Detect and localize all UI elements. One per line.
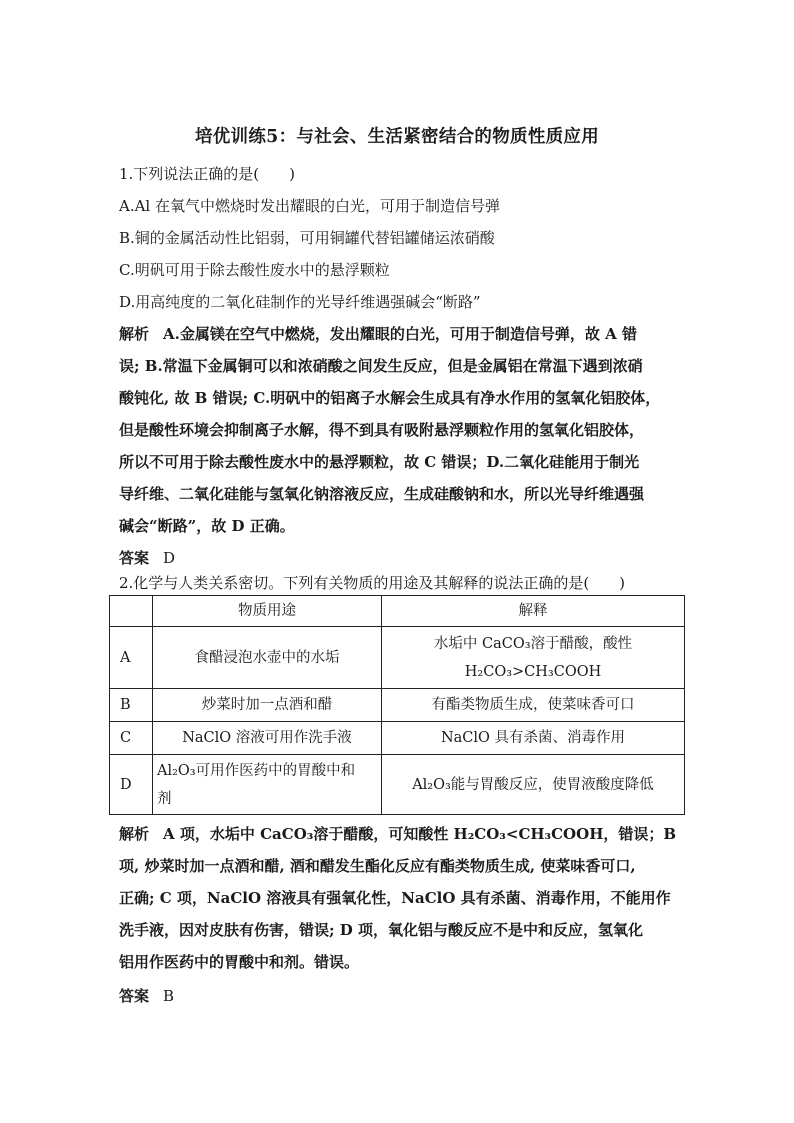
q2-answer <box>119 986 174 1006</box>
q2-analysis-line-3: 正确; C 项，NaClO 溶液具有强氧化性，NaClO 具有杀菌、消毒作用，不能用作 <box>119 889 671 907</box>
q2-answer-value: B <box>163 987 175 1005</box>
q1-analysis-line-2: 误; B.常温下金属铜可以和浓硝酸之间发生反应，但是金属铝在常温下遇到浓硝 <box>119 357 643 375</box>
table-cell-option: A <box>110 627 153 689</box>
q2-analysis-line-4: 洗手液，因对皮肤有伤害，错误; D 项，氧化铝与酸反应不是中和反应，氢氧化 <box>119 921 643 939</box>
table-cell-explanation: Al₂O₃能与胃酸反应，使胃液酸度降低 <box>382 755 685 815</box>
table-cell-option: D <box>110 755 153 815</box>
q1-stem: 1.下列说法正确的是( ) <box>119 165 296 183</box>
q1-answer-label: 答案 <box>119 549 150 567</box>
table-row <box>110 755 685 815</box>
table-cell-use: 炒菜时加一点酒和醋 <box>153 689 382 722</box>
table-cell-explanation: 有酯类物质生成，使菜味香可口 <box>382 689 685 722</box>
q1-analysis-line-5: 所以不可用于除去酸性废水中的悬浮颗粒，故 C 错误；D.二氧化硅能用于制光 <box>119 453 640 471</box>
q1-option-d: D.用高纯度的二氧化硅制作的光导纤维遇强碱会“断路” <box>119 293 481 311</box>
q1-analysis-line-7: 碱会“断路”，故 D 正确。 <box>119 517 295 535</box>
table-row <box>110 627 685 689</box>
table-header-cell: 解释 <box>382 596 685 627</box>
q1-analysis-line-1: 解析 A.金属镁在空气中燃烧，发出耀眼的白光，可用于制造信号弹，故 A 错 <box>119 325 637 343</box>
table-header-cell <box>110 596 153 627</box>
page-title: 培优训练5：与社会、生活紧密结合的物质性质应用 <box>194 127 600 147</box>
table-cell-use: NaClO 溶液可用作洗手液 <box>153 722 382 755</box>
q1-answer <box>119 548 175 568</box>
table-header-row <box>110 596 685 627</box>
table-cell-explanation: 水垢中 CaCO₃溶于醋酸，酸性 H₂CO₃>CH₃COOH <box>382 627 685 689</box>
q2-analysis-line-1: 解析 A 项，水垢中 CaCO₃溶于醋酸，可知酸性 H₂CO₃<CH₃COOH，错误；B <box>119 825 677 843</box>
q1-analysis-line-4: 但是酸性环境会抑制离子水解，得不到具有吸附悬浮颗粒作用的氢氧化铝胶体， <box>119 421 645 439</box>
q2-stem: 2.化学与人类关系密切。下列有关物质的用途及其解释的说法正确的是( ) <box>119 574 626 592</box>
q2-table <box>109 595 685 815</box>
table-cell-use: Al₂O₃可用作医药中的胃酸中和 剂 <box>153 755 382 815</box>
q1-option-c: C.明矾可用于除去酸性废水中的悬浮颗粒 <box>119 261 390 279</box>
q2-analysis-line-5: 铝用作医药中的胃酸中和剂。错误。 <box>119 953 360 971</box>
table-row <box>110 689 685 722</box>
q2-analysis-line-2: 项, 炒菜时加一点酒和醋, 酒和醋发生酯化反应有酯类物质生成, 使菜味香可口, <box>119 857 636 875</box>
q1-option-a: A.Al 在氧气中燃烧时发出耀眼的白光，可用于制造信号弹 <box>119 197 501 215</box>
table-cell-option: C <box>110 722 153 755</box>
table-cell-use: 食醋浸泡水壶中的水垢 <box>153 627 382 689</box>
q1-option-b: B.铜的金属活动性比铝弱，可用铜罐代替铝罐储运浓硝酸 <box>119 229 495 247</box>
table-cell-option: B <box>110 689 153 722</box>
q1-answer-value: D <box>163 549 176 567</box>
q1-analysis-line-6: 导纤维、二氧化硅能与氢氧化钠溶液反应，生成硅酸钠和水，所以光导纤维遇强 <box>119 485 645 503</box>
q1-analysis-label: 解析 <box>119 325 150 343</box>
q1-analysis-line-3: 酸钝化, 故 B 错误; C.明矾中的铝离子水解会生成具有净水作用的氢氧化铝胶体， <box>119 389 661 407</box>
table-header-cell: 物质用途 <box>153 596 382 627</box>
q2-answer-label: 答案 <box>119 987 150 1005</box>
q2-analysis-label: 解析 <box>119 825 150 843</box>
table-cell-explanation: NaClO 具有杀菌、消毒作用 <box>382 722 685 755</box>
table-row <box>110 722 685 755</box>
